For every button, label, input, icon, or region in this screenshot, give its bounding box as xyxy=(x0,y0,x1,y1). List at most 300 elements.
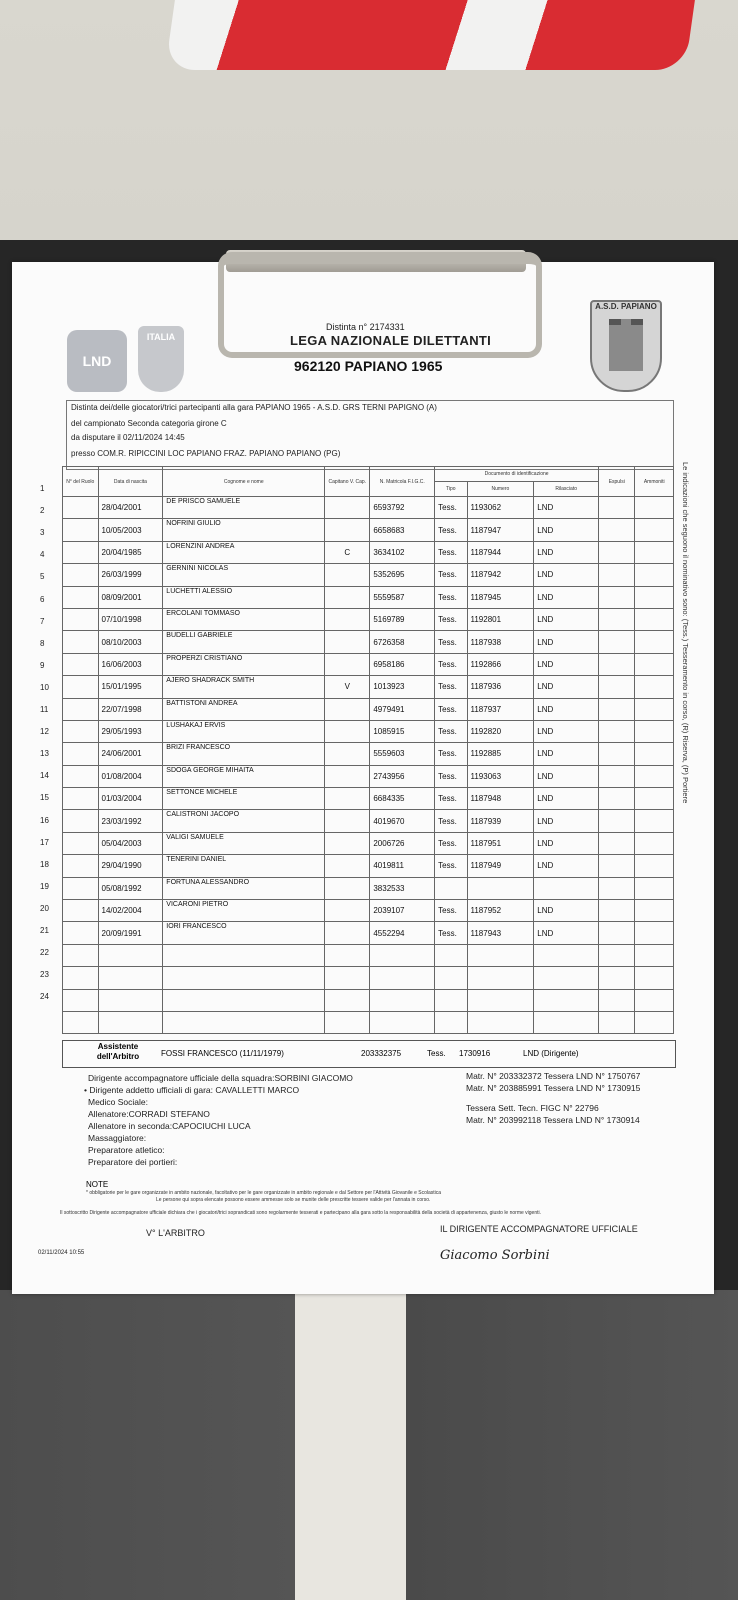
assistente-matr: 203332375 xyxy=(361,1049,402,1058)
cell-ammoniti xyxy=(635,810,674,832)
cell-ruolo xyxy=(63,944,99,966)
cell-date: 28/04/2001 xyxy=(98,497,163,519)
cell-tipo: Tess. xyxy=(435,765,467,787)
cell-name: GERNINI NICOLAS xyxy=(163,564,325,586)
cell-name: LUCHETTI ALESSIO xyxy=(163,586,325,608)
cell-numero: 1187937 xyxy=(467,698,534,720)
cell-date: 14/02/2004 xyxy=(98,900,163,922)
table-row xyxy=(63,497,674,519)
cell-espulsi xyxy=(599,900,635,922)
cell-espulsi xyxy=(599,877,635,899)
cell-tipo: Tess. xyxy=(435,743,467,765)
club-code: 962120 PAPIANO 1965 xyxy=(294,358,443,374)
lnd-logo xyxy=(67,330,127,392)
cell-capitano xyxy=(325,608,370,630)
cell-ammoniti xyxy=(635,967,674,989)
cell-capitano xyxy=(325,922,370,944)
cell-ruolo xyxy=(63,900,99,922)
cell-date: 05/04/2003 xyxy=(98,832,163,854)
note-label: NOTE xyxy=(86,1180,109,1189)
cell-numero: 1187952 xyxy=(467,900,534,922)
cell-ammoniti xyxy=(635,765,674,787)
cell-capitano xyxy=(325,519,370,541)
crest-text: A.S.D. PAPIANO xyxy=(595,302,657,311)
cell-name: TENERINI DANIEL xyxy=(163,855,325,877)
cell-date xyxy=(98,967,163,989)
cell-date: 22/07/1998 xyxy=(98,698,163,720)
cell-espulsi xyxy=(599,676,635,698)
col-ruolo: N° del Ruolo xyxy=(63,467,99,497)
cell-ruolo xyxy=(63,810,99,832)
cell-rilasciato: LND xyxy=(534,564,599,586)
cell-ruolo xyxy=(63,541,99,563)
col-tipo: Tipo xyxy=(435,482,467,497)
cell-rilasciato xyxy=(534,1011,599,1033)
row-number: 10 xyxy=(40,682,49,692)
cell-espulsi xyxy=(599,698,635,720)
cell-name: LUSHAKAJ ERVIS xyxy=(163,720,325,742)
col-matricola: N. Matricola F.I.G.C. xyxy=(370,467,435,497)
cell-date: 20/09/1991 xyxy=(98,922,163,944)
cell-espulsi xyxy=(599,720,635,742)
cell-ruolo xyxy=(63,832,99,854)
cell-numero xyxy=(467,944,534,966)
row-number: 9 xyxy=(40,660,45,670)
cell-numero: 1192801 xyxy=(467,608,534,630)
cell-capitano xyxy=(325,564,370,586)
cell-ruolo xyxy=(63,765,99,787)
row-number: 3 xyxy=(40,528,45,538)
cell-matricola: 5169789 xyxy=(370,608,435,630)
cell-numero: 1187945 xyxy=(467,586,534,608)
roster-body xyxy=(63,497,674,1034)
cell-numero: 1187943 xyxy=(467,922,534,944)
cell-matricola: 2743956 xyxy=(370,765,435,787)
cell-capitano xyxy=(325,1011,370,1033)
cell-date: 10/05/2003 xyxy=(98,519,163,541)
row-number: 19 xyxy=(40,881,49,891)
row-number: 5 xyxy=(40,572,45,582)
cell-numero: 1192885 xyxy=(467,743,534,765)
cell-capitano xyxy=(325,989,370,1011)
col-capitano: Capitano V. Cap. xyxy=(325,467,370,497)
cell-date: 15/01/1995 xyxy=(98,676,163,698)
cell-ruolo xyxy=(63,631,99,653)
cell-matricola: 5559587 xyxy=(370,586,435,608)
cell-tipo xyxy=(435,967,467,989)
table-row xyxy=(63,653,674,675)
cell-espulsi xyxy=(599,519,635,541)
cell-ammoniti xyxy=(635,922,674,944)
cell-tipo xyxy=(435,989,467,1011)
cell-tipo: Tess. xyxy=(435,676,467,698)
table-row xyxy=(63,832,674,854)
col-nome: Cognome e nome xyxy=(163,467,325,497)
cell-capitano xyxy=(325,743,370,765)
lnd-logo-text: LND xyxy=(82,353,112,369)
col-documento: Documento di identificazione xyxy=(435,467,599,482)
cell-rilasciato: LND xyxy=(534,608,599,630)
table-row xyxy=(63,698,674,720)
cell-date: 08/09/2001 xyxy=(98,586,163,608)
cell-numero: 1192866 xyxy=(467,653,534,675)
distinta-number: Distinta n° 2174331 xyxy=(326,322,405,332)
cell-capitano xyxy=(325,586,370,608)
table-header-row xyxy=(63,467,674,482)
cell-rilasciato: LND xyxy=(534,900,599,922)
cell-name: BATTISTONI ANDREA xyxy=(163,698,325,720)
cell-tipo: Tess. xyxy=(435,720,467,742)
cell-name xyxy=(163,989,325,1011)
cell-numero xyxy=(467,967,534,989)
cell-espulsi xyxy=(599,788,635,810)
cell-date xyxy=(98,989,163,1011)
cell-capitano xyxy=(325,944,370,966)
cell-ammoniti xyxy=(635,877,674,899)
match-header xyxy=(66,400,674,470)
cell-tipo: Tess. xyxy=(435,810,467,832)
cell-rilasciato: LND xyxy=(534,788,599,810)
cell-ruolo xyxy=(63,989,99,1011)
cell-name: IORI FRANCESCO xyxy=(163,922,325,944)
fine-print-3: Il sottoscritto Dirigente accompagnatore ufficiale dichiara che i giocatori/trici soprandicati sono regolarmente tesserati e partecipano alla gara sotto la responsabilità della società di appartenenza, giusto le norme vigenti. xyxy=(60,1210,542,1216)
header-line-3: da disputare il 02/11/2024 14:45 xyxy=(71,433,185,442)
italia-logo xyxy=(138,326,184,392)
cell-name: ERCOLANI TOMMASO xyxy=(163,608,325,630)
italia-logo-text: ITALIA xyxy=(146,332,176,342)
cell-matricola: 6593792 xyxy=(370,497,435,519)
table-row xyxy=(63,922,674,944)
cell-espulsi xyxy=(599,989,635,1011)
cell-rilasciato xyxy=(534,989,599,1011)
roster-table xyxy=(62,466,674,1034)
cell-numero xyxy=(467,1011,534,1033)
cell-tipo: Tess. xyxy=(435,631,467,653)
table-row xyxy=(63,877,674,899)
cell-espulsi xyxy=(599,765,635,787)
cell-capitano xyxy=(325,720,370,742)
cell-rilasciato: LND xyxy=(534,497,599,519)
cell-rilasciato: LND xyxy=(534,765,599,787)
cell-tipo: Tess. xyxy=(435,832,467,854)
cell-name: AJERO SHADRACK SMITH xyxy=(163,676,325,698)
cell-tipo: Tess. xyxy=(435,922,467,944)
dirigente-firma-label: IL DIRIGENTE ACCOMPAGNATORE UFFICIALE xyxy=(440,1224,638,1234)
cell-date: 29/04/1990 xyxy=(98,855,163,877)
cell-date: 24/06/2001 xyxy=(98,743,163,765)
cell-tipo: Tess. xyxy=(435,900,467,922)
table-row xyxy=(63,586,674,608)
staff-massaggiatore: Massaggiatore: xyxy=(88,1133,147,1143)
cell-numero: 1187936 xyxy=(467,676,534,698)
cell-tipo: Tess. xyxy=(435,608,467,630)
cell-capitano xyxy=(325,631,370,653)
table-row xyxy=(63,989,674,1011)
cell-ruolo xyxy=(63,877,99,899)
table-row xyxy=(63,631,674,653)
cell-matricola: 4979491 xyxy=(370,698,435,720)
cell-ammoniti xyxy=(635,832,674,854)
col-numero: Numero xyxy=(467,482,534,497)
background-tape xyxy=(165,0,695,70)
cell-date: 01/03/2004 xyxy=(98,788,163,810)
cell-matricola: 5559603 xyxy=(370,743,435,765)
table-row xyxy=(63,519,674,541)
row-number: 16 xyxy=(40,815,49,825)
assistente-label: Assistente dell'Arbitro xyxy=(96,1042,140,1061)
cell-espulsi xyxy=(599,631,635,653)
cell-numero: 1187939 xyxy=(467,810,534,832)
cell-capitano xyxy=(325,855,370,877)
table-row xyxy=(63,1011,674,1033)
cell-espulsi xyxy=(599,564,635,586)
cell-espulsi xyxy=(599,967,635,989)
cell-rilasciato: LND xyxy=(534,519,599,541)
staff-medico: Medico Sociale: xyxy=(88,1097,149,1107)
cell-matricola xyxy=(370,967,435,989)
cell-rilasciato xyxy=(534,877,599,899)
cell-matricola: 6684335 xyxy=(370,788,435,810)
cell-rilasciato: LND xyxy=(534,832,599,854)
assistente-row xyxy=(62,1040,676,1068)
table-row xyxy=(63,788,674,810)
cell-matricola: 6658683 xyxy=(370,519,435,541)
cell-ammoniti xyxy=(635,900,674,922)
cell-ruolo xyxy=(63,497,99,519)
cell-tipo: Tess. xyxy=(435,497,467,519)
table-row xyxy=(63,541,674,563)
cell-name: SDOGA GEORGE MIHAITA xyxy=(163,765,325,787)
cell-espulsi xyxy=(599,922,635,944)
cell-capitano xyxy=(325,765,370,787)
cell-capitano xyxy=(325,653,370,675)
cell-name: DE PRISCO SAMUELE xyxy=(163,497,325,519)
staff-dirigente-acc: Dirigente accompagnatore ufficiale della squadra:SORBINI GIACOMO xyxy=(88,1073,353,1083)
cell-numero xyxy=(467,989,534,1011)
cell-ammoniti xyxy=(635,564,674,586)
cell-matricola: 1013923 xyxy=(370,676,435,698)
cell-espulsi xyxy=(599,541,635,563)
cell-capitano: V xyxy=(325,676,370,698)
cell-tipo: Tess. xyxy=(435,855,467,877)
cell-date: 20/04/1985 xyxy=(98,541,163,563)
cell-espulsi xyxy=(599,944,635,966)
cell-ruolo xyxy=(63,564,99,586)
assistente-tipo: Tess. xyxy=(427,1049,446,1058)
col-data: Data di nascita xyxy=(98,467,163,497)
staff-matr-1: Matr. N° 203332372 Tessera LND N° 1750767 xyxy=(466,1071,641,1081)
row-number: 13 xyxy=(40,749,49,759)
cell-rilasciato: LND xyxy=(534,743,599,765)
cell-tipo: Tess. xyxy=(435,519,467,541)
cell-ruolo xyxy=(63,698,99,720)
print-timestamp: 02/11/2024 10:55 xyxy=(38,1250,85,1256)
cell-rilasciato: LND xyxy=(534,586,599,608)
header-line-1: Distinta dei/delle giocatori/trici partecipanti alla gara PAPIANO 1965 - A.S.D. GRS TERNI PAPIGNO (A) xyxy=(71,403,437,412)
staff-prep-atletico: Preparatore atletico: xyxy=(88,1145,165,1155)
cell-name: LORENZINI ANDREA xyxy=(163,541,325,563)
cell-tipo xyxy=(435,1011,467,1033)
table-row xyxy=(63,944,674,966)
lap-background xyxy=(0,1290,738,1600)
cell-ammoniti xyxy=(635,676,674,698)
staff-matr-2: Matr. N° 203885991 Tessera LND N° 1730915 xyxy=(466,1083,641,1093)
cell-capitano: C xyxy=(325,541,370,563)
col-espulsi: Espulsi xyxy=(599,467,635,497)
row-number: 8 xyxy=(40,638,45,648)
cell-name: NOFRINI GIULIO xyxy=(163,519,325,541)
cell-ammoniti xyxy=(635,1011,674,1033)
cell-ammoniti xyxy=(635,653,674,675)
cell-numero: 1187942 xyxy=(467,564,534,586)
cell-date: 01/08/2004 xyxy=(98,765,163,787)
row-number: 17 xyxy=(40,837,49,847)
row-number: 2 xyxy=(40,506,45,516)
cell-date xyxy=(98,1011,163,1033)
cell-ruolo xyxy=(63,1011,99,1033)
staff-matr-3: Matr. N° 203992118 Tessera LND N° 1730914 xyxy=(466,1115,640,1125)
staff-dirigente-add: • Dirigente addetto ufficiali di gara: CAVALLETTI MARCO xyxy=(84,1085,300,1095)
cell-tipo: Tess. xyxy=(435,541,467,563)
cell-ammoniti xyxy=(635,519,674,541)
table-row xyxy=(63,564,674,586)
cell-name: BUDELLI GABRIELE xyxy=(163,631,325,653)
cell-ruolo xyxy=(63,720,99,742)
cell-rilasciato: LND xyxy=(534,631,599,653)
staff-tess-tecn: Tessera Sett. Tecn. FIGC N° 22796 xyxy=(466,1103,599,1113)
cell-ammoniti xyxy=(635,497,674,519)
cell-ammoniti xyxy=(635,720,674,742)
cell-ammoniti xyxy=(635,855,674,877)
fine-print-2: Le persone qui sopra elencate possono essere ammesse solo se munite delle prescritte tessere valide per l'annata in corso. xyxy=(156,1197,431,1203)
cell-ruolo xyxy=(63,586,99,608)
cell-tipo xyxy=(435,877,467,899)
cell-espulsi xyxy=(599,1011,635,1033)
cell-matricola: 6958186 xyxy=(370,653,435,675)
cell-tipo: Tess. xyxy=(435,653,467,675)
club-crest xyxy=(590,300,662,392)
cell-rilasciato: LND xyxy=(534,810,599,832)
cell-rilasciato: LND xyxy=(534,720,599,742)
cell-tipo: Tess. xyxy=(435,564,467,586)
cell-matricola xyxy=(370,944,435,966)
cell-capitano xyxy=(325,497,370,519)
cell-espulsi xyxy=(599,608,635,630)
cell-ruolo xyxy=(63,788,99,810)
table-row xyxy=(63,608,674,630)
staff-prep-portieri: Preparatore dei portieri: xyxy=(88,1157,178,1167)
cell-tipo: Tess. xyxy=(435,586,467,608)
cell-name: SETTONCE MICHELE xyxy=(163,788,325,810)
cell-date: 26/03/1999 xyxy=(98,564,163,586)
row-number: 15 xyxy=(40,793,49,803)
cell-numero: 1187948 xyxy=(467,788,534,810)
cell-matricola: 4019811 xyxy=(370,855,435,877)
cell-ruolo xyxy=(63,676,99,698)
cell-numero: 1192820 xyxy=(467,720,534,742)
cell-capitano xyxy=(325,877,370,899)
assistente-name: FOSSI FRANCESCO (11/11/1979) xyxy=(161,1049,284,1058)
cell-name: PROPERZI CRISTIANO xyxy=(163,653,325,675)
cell-ruolo xyxy=(63,743,99,765)
cell-ammoniti xyxy=(635,608,674,630)
cell-tipo: Tess. xyxy=(435,698,467,720)
cell-name: VICARONI PIETRO xyxy=(163,900,325,922)
assistente-ril: LND (Dirigente) xyxy=(523,1049,579,1058)
table-row xyxy=(63,900,674,922)
cell-ammoniti xyxy=(635,586,674,608)
header-line-2: del campionato Seconda categoria girone C xyxy=(71,419,227,428)
cell-name: BRIZI FRANCESCO xyxy=(163,743,325,765)
cell-numero: 1187944 xyxy=(467,541,534,563)
cell-espulsi xyxy=(599,832,635,854)
cell-ammoniti xyxy=(635,788,674,810)
cell-espulsi xyxy=(599,653,635,675)
cell-rilasciato xyxy=(534,967,599,989)
cell-rilasciato xyxy=(534,944,599,966)
cell-date: 07/10/1998 xyxy=(98,608,163,630)
row-number: 4 xyxy=(40,550,45,560)
cell-ruolo xyxy=(63,967,99,989)
cell-matricola: 4019670 xyxy=(370,810,435,832)
cell-espulsi xyxy=(599,743,635,765)
cell-ruolo xyxy=(63,519,99,541)
cell-matricola: 6726358 xyxy=(370,631,435,653)
cell-ammoniti xyxy=(635,631,674,653)
tower-icon xyxy=(609,319,643,371)
cell-date xyxy=(98,944,163,966)
cell-numero xyxy=(467,877,534,899)
cell-numero: 1193062 xyxy=(467,497,534,519)
cell-ruolo xyxy=(63,855,99,877)
cell-rilasciato: LND xyxy=(534,922,599,944)
signature: Giacomo Sorbini xyxy=(440,1248,550,1263)
staff-dirigente-add-text: Dirigente addetto ufficiali di gara: CAVALLETTI MARCO xyxy=(89,1085,300,1095)
row-number: 7 xyxy=(40,616,45,626)
row-number: 6 xyxy=(40,594,45,604)
header-line-4: presso COM.R. RIPICCINI LOC PAPIANO FRAZ. PAPIANO PAPIANO (PG) xyxy=(71,449,341,458)
cell-numero: 1187949 xyxy=(467,855,534,877)
cell-numero: 1187951 xyxy=(467,832,534,854)
cell-matricola: 3832533 xyxy=(370,877,435,899)
cell-ruolo xyxy=(63,653,99,675)
cell-date: 05/08/1992 xyxy=(98,877,163,899)
arbitro-label: V° L'ARBITRO xyxy=(146,1228,205,1238)
col-ammoniti: Ammoniti xyxy=(635,467,674,497)
cell-tipo xyxy=(435,944,467,966)
cell-name: VALIGI SAMUELE xyxy=(163,832,325,854)
table-row xyxy=(63,743,674,765)
cell-name xyxy=(163,1011,325,1033)
side-note: Le indicazioni che seguono il nominativo sono: (Tess.) Tesseramento in corso, (R) Riserva, (P) Portiere xyxy=(681,462,690,804)
cell-espulsi xyxy=(599,855,635,877)
lega-title: LEGA NAZIONALE DILETTANTI xyxy=(290,333,492,348)
cell-date: 29/05/1993 xyxy=(98,720,163,742)
cell-capitano xyxy=(325,900,370,922)
row-number: 23 xyxy=(40,970,49,980)
cell-ammoniti xyxy=(635,944,674,966)
table-row xyxy=(63,810,674,832)
cell-date: 23/03/1992 xyxy=(98,810,163,832)
cell-ammoniti xyxy=(635,541,674,563)
row-number: 12 xyxy=(40,727,49,737)
cell-capitano xyxy=(325,698,370,720)
cell-capitano xyxy=(325,832,370,854)
cell-rilasciato: LND xyxy=(534,855,599,877)
row-number: 14 xyxy=(40,771,49,781)
cell-matricola: 2039107 xyxy=(370,900,435,922)
cell-espulsi xyxy=(599,497,635,519)
